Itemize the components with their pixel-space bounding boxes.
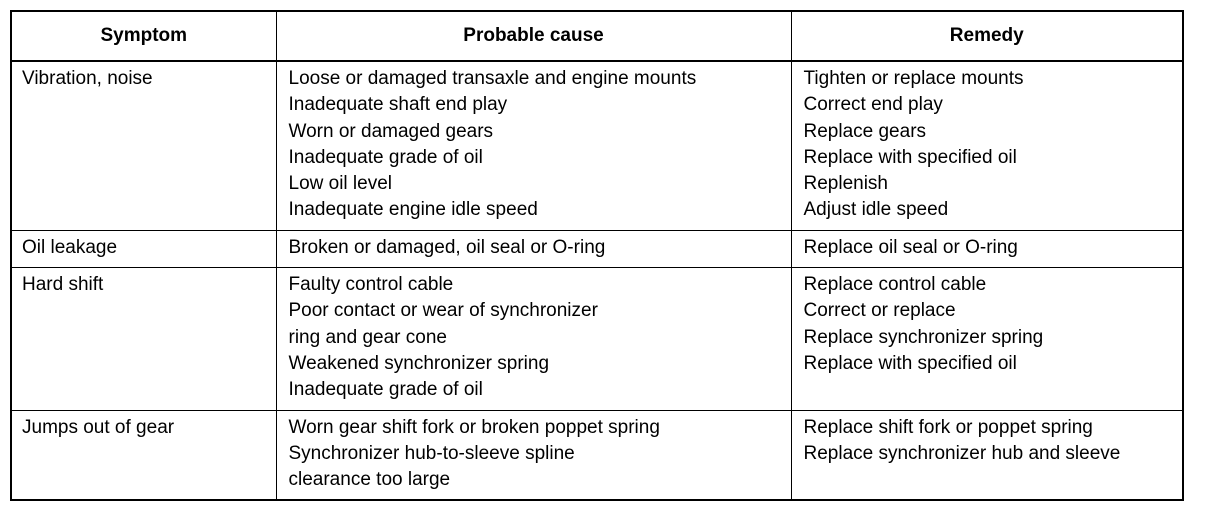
table-row xyxy=(11,230,1183,267)
symptom-text: Jumps out of gear xyxy=(22,416,175,438)
probable-cause-cell xyxy=(276,410,791,500)
probable-cause-line: Weakened synchronizer spring xyxy=(288,352,550,374)
remedy-line: Correct end play xyxy=(803,94,943,116)
header-remedy: Remedy xyxy=(791,11,1183,61)
table-header xyxy=(11,11,1183,61)
table-row xyxy=(11,410,1183,500)
remedy-line: Replace oil seal or O-ring xyxy=(803,236,1018,258)
remedy-line: Correct or replace xyxy=(803,300,956,322)
probable-cause-line: Synchronizer hub-to-sleeve spline xyxy=(288,442,575,464)
probable-cause-line: Worn or damaged gears xyxy=(288,120,494,142)
probable-cause-cell xyxy=(276,268,791,410)
remedy-line: Replace shift fork or poppet spring xyxy=(803,416,1093,438)
probable-cause-line: Broken or damaged, oil seal or O-ring xyxy=(288,236,606,258)
probable-cause-line: Inadequate grade of oil xyxy=(288,146,483,168)
remedy-line: Replace control cable xyxy=(803,274,987,296)
header-row xyxy=(11,11,1183,61)
probable-cause-line: Inadequate grade of oil xyxy=(288,379,483,401)
symptom-cell xyxy=(11,410,276,500)
header-symptom: Symptom xyxy=(11,11,276,61)
probable-cause-line: Loose or damaged transaxle and engine mounts xyxy=(288,68,697,89)
remedy-line: Replace with specified oil xyxy=(803,146,1017,168)
probable-cause-cell xyxy=(276,61,791,230)
symptom-text: Hard shift xyxy=(22,274,104,296)
remedy-line: Replenish xyxy=(803,173,888,195)
symptom-text: Vibration, noise xyxy=(22,68,153,89)
probable-cause-line: Faulty control cable xyxy=(288,274,454,296)
remedy-line: Replace with specified oil xyxy=(803,352,1017,374)
symptom-text: Oil leakage xyxy=(22,236,118,258)
symptom-cell xyxy=(11,61,276,230)
probable-cause-line: Low oil level xyxy=(288,173,392,195)
table-body xyxy=(11,61,1183,500)
probable-cause-cell xyxy=(276,230,791,267)
probable-cause-line: clearance too large xyxy=(288,469,451,491)
remedy-cell xyxy=(791,268,1183,410)
header-probable-cause: Probable cause xyxy=(276,11,791,61)
table-row xyxy=(11,61,1183,230)
probable-cause-line: Poor contact or wear of synchronizer xyxy=(288,300,598,322)
remedy-line: Replace synchronizer spring xyxy=(803,326,1044,348)
remedy-line: Replace synchronizer hub and sleeve xyxy=(803,442,1121,464)
remedy-line: Tighten or replace mounts xyxy=(803,68,1024,89)
remedy-line: Adjust idle speed xyxy=(803,199,949,221)
probable-cause-line: Worn gear shift fork or broken poppet spring xyxy=(288,416,660,438)
symptom-cell xyxy=(11,230,276,267)
probable-cause-line: Inadequate engine idle speed xyxy=(288,199,538,221)
troubleshooting-table xyxy=(10,10,1184,501)
symptom-cell xyxy=(11,268,276,410)
remedy-line: Replace gears xyxy=(803,120,927,142)
remedy-cell xyxy=(791,61,1183,230)
probable-cause-line: Inadequate shaft end play xyxy=(288,94,508,116)
remedy-cell xyxy=(791,410,1183,500)
probable-cause-line: ring and gear cone xyxy=(288,326,447,348)
remedy-cell xyxy=(791,230,1183,267)
table-row xyxy=(11,268,1183,410)
